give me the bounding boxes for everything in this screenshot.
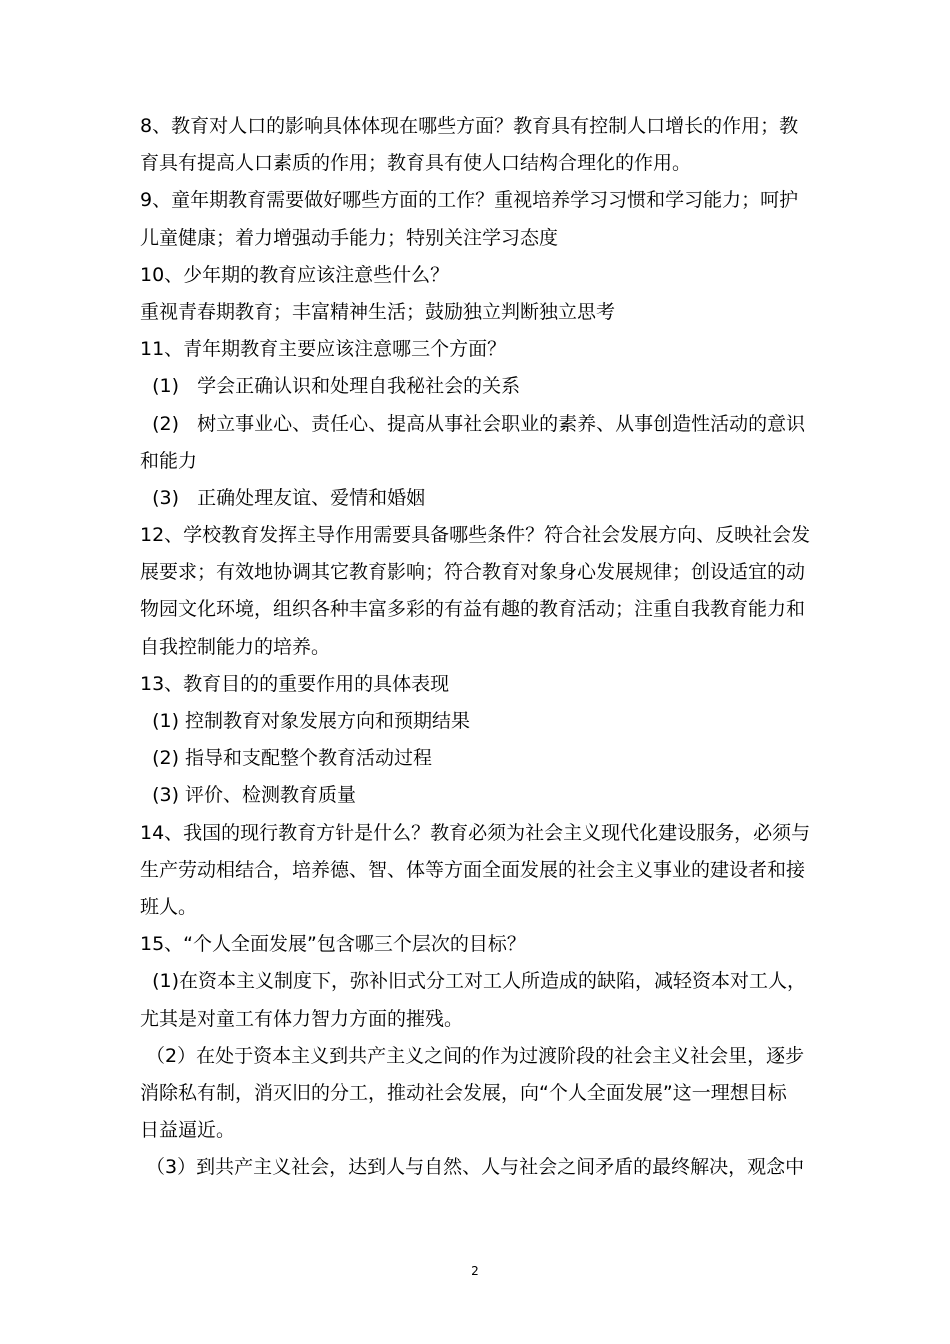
text-line: （3）到共产主义社会，达到人与自然、人与社会之间矛盾的最终解决，观念中 — [140, 1156, 805, 1179]
text-line: 尤其是对童工有体力智力方面的摧残。 — [140, 1007, 464, 1030]
text-line: (2) 指导和支配整个教育活动过程 — [140, 747, 433, 770]
text-line: 育具有提高人口素质的作用；教育具有使人口结构合理化的作用。 — [140, 152, 692, 175]
text-line: 重视青春期教育；丰富精神生活；鼓励独立判断独立思考 — [140, 300, 616, 323]
text-line: 儿童健康；着力增强动手能力；特别关注学习态度 — [140, 226, 559, 249]
text-line: 消除私有制，消灭旧的分工，推动社会发展，向“个人全面发展”这一理想目标 — [140, 1081, 787, 1104]
text-line: 8、教育对人口的影响具体体现在哪些方面？教育具有控制人口增长的作用；教 — [140, 115, 799, 137]
text-line: 11、青年期教育主要应该注意哪三个方面？ — [140, 338, 507, 361]
text-line: 9、童年期教育需要做好哪些方面的工作？重视培养学习习惯和学习能力；呵护 — [140, 189, 799, 212]
text-line: 展要求；有效地协调其它教育影响；符合教育对象身心发展规律；创设适宜的动 — [140, 561, 806, 584]
text-line: (3) 正确处理友谊、爱情和婚姻 — [140, 486, 426, 509]
text-line: 日益逼近。 — [140, 1119, 236, 1142]
text-line: (1) 学会正确认识和处理自我秘社会的关系 — [140, 375, 521, 398]
text-line: 物园文化环境，组织各种丰富多彩的有益有趣的教育活动；注重自我教育能力和 — [140, 598, 806, 621]
text-line: 14、我国的现行教育方针是什么？教育必须为社会主义现代化建设服务，必须与 — [140, 821, 811, 844]
text-line: 10、少年期的教育应该注意些什么？ — [140, 263, 450, 286]
text-line: 和能力 — [140, 449, 198, 472]
text-line: (1)在资本主义制度下，弥补旧式分工对工人所造成的缺陷，减轻资本对工人， — [140, 970, 806, 993]
text-line: (2) 树立事业心、责任心、提高从事社会职业的素养、从事创造性活动的意识 — [140, 412, 806, 435]
text-line: (1) 控制教育对象发展方向和预期结果 — [140, 710, 471, 732]
text-line: （2）在处于资本主义到共产主义之间的作为过渡阶段的社会主义社会里，逐步 — [140, 1044, 805, 1067]
text-line: 班人。 — [140, 895, 198, 918]
text-line: (3) 评价、检测教育质量 — [140, 784, 357, 807]
text-line: 生产劳动相结合，培养德、智、体等方面全面发展的社会主义事业的建设者和接 — [140, 858, 806, 881]
text-line: 自我控制能力的培养。 — [140, 635, 331, 658]
text-line: 12、学校教育发挥主导作用需要具备哪些条件？符合社会发展方向、反映社会发 — [140, 524, 811, 547]
text-line: 13、教育目的的重要作用的具体表现 — [140, 672, 450, 695]
text-line: 15、“个人全面发展”包含哪三个层次的目标？ — [140, 933, 526, 956]
page-number: 2 — [471, 1264, 479, 1278]
document-body — [140, 108, 816, 1186]
